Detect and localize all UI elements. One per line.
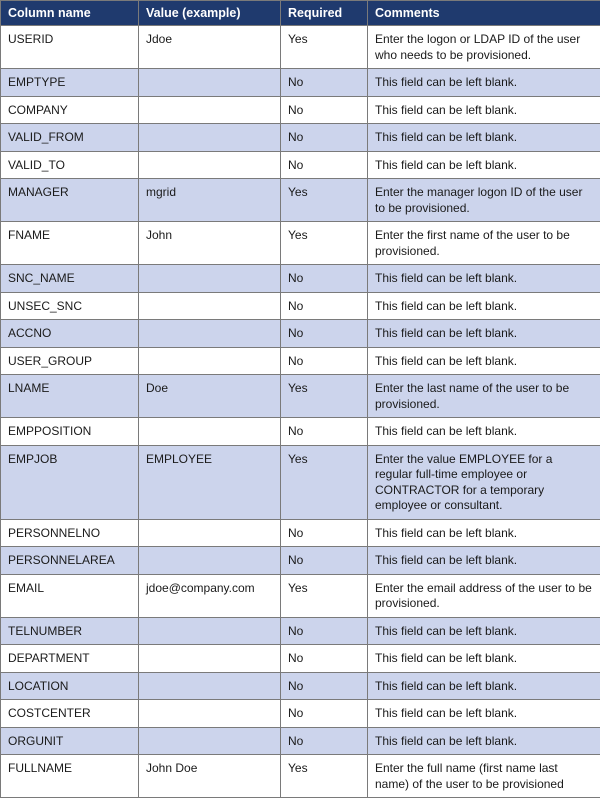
- cell-column-name: COMPANY: [1, 96, 139, 124]
- table-row: [1, 755, 600, 798]
- cell-column-name: EMPPOSITION: [1, 418, 139, 446]
- column-header-comments: Comments: [368, 1, 600, 26]
- cell-required: No: [281, 672, 368, 700]
- column-header-name: Column name: [1, 1, 139, 26]
- cell-comment: This field can be left blank.: [368, 151, 600, 179]
- cell-column-name: FULLNAME: [1, 755, 139, 798]
- cell-column-name: COSTCENTER: [1, 700, 139, 728]
- column-header-required: Required: [281, 1, 368, 26]
- cell-example-value: [139, 265, 281, 293]
- cell-comment: Enter the last name of the user to be provisioned.: [368, 375, 600, 418]
- cell-required: No: [281, 151, 368, 179]
- cell-comment: This field can be left blank.: [368, 347, 600, 375]
- cell-required: No: [281, 700, 368, 728]
- cell-comment: Enter the first name of the user to be provisioned.: [368, 222, 600, 265]
- cell-comment: This field can be left blank.: [368, 320, 600, 348]
- cell-example-value: [139, 547, 281, 575]
- cell-example-value: [139, 645, 281, 673]
- cell-comment: This field can be left blank.: [368, 124, 600, 152]
- cell-required: No: [281, 418, 368, 446]
- cell-column-name: TELNUMBER: [1, 617, 139, 645]
- header-row: [1, 1, 600, 26]
- cell-example-value: [139, 292, 281, 320]
- cell-column-name: PERSONNELAREA: [1, 547, 139, 575]
- cell-column-name: SNC_NAME: [1, 265, 139, 293]
- cell-comment: Enter the email address of the user to be provisioned.: [368, 574, 600, 617]
- cell-required: No: [281, 519, 368, 547]
- table-row: [1, 320, 600, 348]
- table-row: [1, 727, 600, 755]
- cell-example-value: John Doe: [139, 755, 281, 798]
- cell-required: No: [281, 617, 368, 645]
- cell-required: Yes: [281, 222, 368, 265]
- cell-example-value: jdoe@company.com: [139, 574, 281, 617]
- cell-example-value: John: [139, 222, 281, 265]
- table-row: [1, 617, 600, 645]
- cell-column-name: VALID_FROM: [1, 124, 139, 152]
- table-row: [1, 151, 600, 179]
- cell-example-value: [139, 418, 281, 446]
- table-row: [1, 700, 600, 728]
- table-row: [1, 645, 600, 673]
- cell-column-name: MANAGER: [1, 179, 139, 222]
- table-row: [1, 179, 600, 222]
- cell-column-name: USERID: [1, 26, 139, 69]
- cell-example-value: mgrid: [139, 179, 281, 222]
- cell-required: Yes: [281, 755, 368, 798]
- cell-example-value: Doe: [139, 375, 281, 418]
- table-row: [1, 375, 600, 418]
- cell-example-value: [139, 151, 281, 179]
- cell-required: No: [281, 96, 368, 124]
- cell-example-value: [139, 69, 281, 97]
- cell-comment: This field can be left blank.: [368, 69, 600, 97]
- cell-comment: This field can be left blank.: [368, 672, 600, 700]
- table-row: [1, 418, 600, 446]
- table-row: [1, 265, 600, 293]
- cell-example-value: [139, 96, 281, 124]
- cell-example-value: Jdoe: [139, 26, 281, 69]
- table-row: [1, 124, 600, 152]
- cell-comment: Enter the manager logon ID of the user to be provisioned.: [368, 179, 600, 222]
- cell-required: No: [281, 124, 368, 152]
- table-row: [1, 519, 600, 547]
- cell-column-name: LOCATION: [1, 672, 139, 700]
- cell-column-name: DEPARTMENT: [1, 645, 139, 673]
- cell-example-value: [139, 672, 281, 700]
- cell-comment: This field can be left blank.: [368, 547, 600, 575]
- table-row: [1, 574, 600, 617]
- cell-required: Yes: [281, 26, 368, 69]
- table-row: [1, 347, 600, 375]
- cell-required: Yes: [281, 179, 368, 222]
- cell-example-value: [139, 519, 281, 547]
- cell-comment: This field can be left blank.: [368, 418, 600, 446]
- cell-required: No: [281, 69, 368, 97]
- cell-required: No: [281, 292, 368, 320]
- cell-column-name: USER_GROUP: [1, 347, 139, 375]
- table-row: [1, 222, 600, 265]
- cell-column-name: ACCNO: [1, 320, 139, 348]
- cell-required: No: [281, 645, 368, 673]
- cell-comment: This field can be left blank.: [368, 617, 600, 645]
- cell-required: Yes: [281, 445, 368, 519]
- cell-column-name: EMPJOB: [1, 445, 139, 519]
- cell-column-name: FNAME: [1, 222, 139, 265]
- table-row: [1, 26, 600, 69]
- cell-column-name: VALID_TO: [1, 151, 139, 179]
- cell-example-value: [139, 347, 281, 375]
- cell-column-name: UNSEC_SNC: [1, 292, 139, 320]
- cell-column-name: EMPTYPE: [1, 69, 139, 97]
- cell-example-value: [139, 617, 281, 645]
- table-row: [1, 292, 600, 320]
- cell-column-name: ORGUNIT: [1, 727, 139, 755]
- cell-example-value: [139, 320, 281, 348]
- cell-required: Yes: [281, 375, 368, 418]
- cell-required: No: [281, 265, 368, 293]
- cell-column-name: LNAME: [1, 375, 139, 418]
- cell-comment: This field can be left blank.: [368, 265, 600, 293]
- table-body: [1, 26, 600, 798]
- cell-required: Yes: [281, 574, 368, 617]
- cell-required: No: [281, 320, 368, 348]
- cell-comment: This field can be left blank.: [368, 700, 600, 728]
- cell-column-name: EMAIL: [1, 574, 139, 617]
- cell-required: No: [281, 347, 368, 375]
- table-row: [1, 547, 600, 575]
- cell-comment: This field can be left blank.: [368, 645, 600, 673]
- cell-example-value: [139, 124, 281, 152]
- table-header: [1, 1, 600, 26]
- cell-comment: Enter the value EMPLOYEE for a regular full-time employee or CONTRACTOR for a temporary employee or consultant.: [368, 445, 600, 519]
- cell-comment: This field can be left blank.: [368, 292, 600, 320]
- cell-example-value: [139, 727, 281, 755]
- table-row: [1, 445, 600, 519]
- cell-required: No: [281, 547, 368, 575]
- cell-comment: This field can be left blank.: [368, 519, 600, 547]
- cell-column-name: PERSONNELNO: [1, 519, 139, 547]
- column-header-value: Value (example): [139, 1, 281, 26]
- cell-comment: This field can be left blank.: [368, 96, 600, 124]
- cell-example-value: [139, 700, 281, 728]
- cell-example-value: EMPLOYEE: [139, 445, 281, 519]
- cell-comment: Enter the logon or LDAP ID of the user who needs to be provisioned.: [368, 26, 600, 69]
- table-row: [1, 672, 600, 700]
- cell-required: No: [281, 727, 368, 755]
- table-row: [1, 96, 600, 124]
- cell-comment: This field can be left blank.: [368, 727, 600, 755]
- table-row: [1, 69, 600, 97]
- cell-comment: Enter the full name (first name last name) of the user to be provisioned: [368, 755, 600, 798]
